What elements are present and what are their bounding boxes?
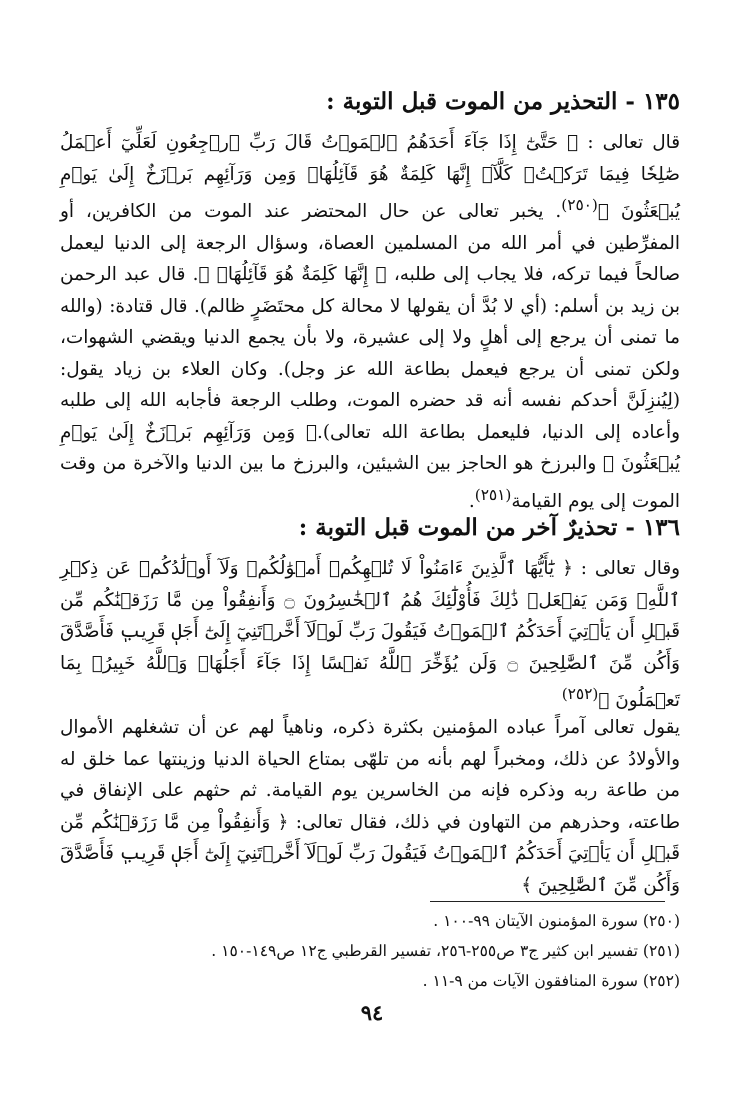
footnote-252: (٢٥٢) سورة المنافقون الآيات من ٩-١١ . xyxy=(422,972,680,990)
quran-verse-munafiqun-9-11: ﴿ يَٰٓأَيُّهَا ٱلَّذِينَ ءَامَنُواْ لَا تُلۡهِكُمۡ أَمۡوَٰلُكُمۡ وَلَآ أَوۡلَٰدُكُمۡ عَن ذِكۡرِ ٱللَّهِۚ وَمَن يَفۡعَلۡ ذَٰلِكَ فَأُوْلَٰٓئِكَ هُمُ ٱلۡخَٰسِرُونَ ۝ وَأَنفِقُواْ مِن مَّا رَزَقۡنَٰكُم مِّن قَبۡلِ أَن يَأۡتِيَ أَحَدَكُمُ ٱلۡمَوۡتُ فَيَقُولَ رَبِّ لَوۡلَآ أَخَّرۡتَنِيٓ إِلَىٰٓ أَجَلٖ قَرِيبٖ فَأَصَّدَّقَ وَأَكُن مِّنَ ٱلصَّٰلِحِينَ ۝ وَلَن يُؤَخِّرَ ٱللَّهُ نَفۡسًا إِذَا جَآءَ أَجَلُهَاۚ وَٱللَّهُ خَبِيرُۢ بِمَا تَعۡمَلُونَ ﴾ xyxy=(60,558,680,712)
section-135-text-3: والبرزخ هو الحاجز بين الشيئين، والبرزخ ما بين الدنيا والآخرة من وقت الموت إلى يوم القيامة xyxy=(60,453,680,512)
section-136-text-1: يقول تعالى آمراً عباده المؤمنين بكثرة ذكره، وناهياً لهم عن أن تشغلهم الأموال والأولادُ عن ذلك، ومخبراً لهم بأنه من تلهّى بمتاع الحياة الدنيا وزينتها عما خلق له من طاعة ربه وذكره فإنه من الخاسرين يوم القيامة. ثم حثهم على الإنفاق في طاعته، وحذرهم من التهاون في ذلك، فقال تعالى: xyxy=(60,717,680,833)
page-number: ٩٤ xyxy=(360,1000,384,1025)
quran-verse-munafiqun-10: ﴿ وَأَنفِقُواْ مِن مَّا رَزَقۡنَٰكُم مِّن قَبۡلِ أَن يَأۡتِيَ أَحَدَكُمُ ٱلۡمَوۡتُ فَيَقُولَ رَبِّ لَوۡلَآ أَخَّرۡتَنِيٓ إِلَىٰٓ أَجَلٖ قَرِيبٖ فَأَصَّدَّقَ وَأَكُن مِّنَ ٱلصَّٰلِحِينَ ﴾ xyxy=(60,811,680,896)
quran-verse-muminun-99-100: ﴿ حَتَّىٰٓ إِذَا جَآءَ أَحَدَهُمُ ٱلۡمَوۡتُ قَالَ رَبِّ ٱرۡجِعُونِ لَعَلِّيٓ أَعۡمَلُ صَٰلِحٗا فِيمَا تَرَكۡتُۚ كَلَّآۚ إِنَّهَا كَلِمَةٌ هُوَ قَآئِلُهَاۖ وَمِن وَرَآئِهِم بَرۡزَخٌ إِلَىٰ يَوۡمِ يُبۡعَثُونَ ﴾ xyxy=(60,132,681,223)
footnote-250: (٢٥٠) سورة المؤمنون الآيتان ٩٩-١٠٠ . xyxy=(433,912,680,930)
section-136-verse-block xyxy=(60,553,680,717)
footnote-251: (٢٥١) تفسير ابن كثير ج٣ ص٢٥٥-٢٥٦، تفسير القرطبي ج١٢ ص١٤٩-١٥٠ . xyxy=(211,942,680,960)
section-135-end: . xyxy=(468,490,475,512)
section-135-lead: قال تعالى : xyxy=(578,132,680,153)
section-136-body xyxy=(60,712,680,901)
section-135-heading: ١٣٥ - التحذير من الموت قبل التوبة : xyxy=(326,88,680,115)
section-135-text-1: . يخبر تعالى عن حال المحتضر عند الموت من الكافرين، أو المفرِّطين في أمر الله من المسلمين العصاة، وسؤال الرجعة إلى الدنيا ليعمل صالحاً فيما تركه، فلا يجاب إلى طلبه، xyxy=(60,201,680,286)
section-136-heading: ١٣٦ - تحذيرٌ آخر من الموت قبل التوبة : xyxy=(298,514,680,541)
footnote-ref-252: (٢٥٢) xyxy=(561,685,599,703)
section-135-paragraph xyxy=(60,127,680,517)
footnote-separator xyxy=(430,901,665,902)
section-136-verse-paragraph xyxy=(60,553,680,717)
quran-verse-innaha-kalima: ﴿ إِنَّهَا كَلِمَةٌ هُوَ قَآئِلُهَاۖ ﴾ xyxy=(198,264,387,286)
section-136-lead: وقال تعالى : xyxy=(572,558,681,579)
quran-verse-barzakh: ﴿ وَمِن وَرَآئِهِم بَرۡزَخٌ إِلَىٰ يَوۡمِ يُبۡعَثُونَ ﴾ xyxy=(60,421,681,475)
section-135-body xyxy=(60,127,680,517)
section-135-text-2: . قال عبد الرحمن بن زيد بن أسلم: (أي لا بُدَّ أن يقولها لا محالة كل محتَضَرٍ ظالم). قال قتادة: (والله ما تمنى أن يرجع إلى أهلٍ ولا إلى عشيرة، ولا بأن يجمع الدنيا ويقضي الشهوات، ولكن تمنى أن يرجع فيعمل بطاعة الله عز وجل). وكان العلاء بن زياد يقول: (لِيُنزِلَنَّ أحدكم نفسه أنه قد حضره الموت، وطلب الرجعة فأجابه الله إلى طلبه وأعاده إلى الدنيا، فليعمل بطاعة الله تعالى). xyxy=(60,264,681,443)
footnote-ref-251: (٢٥١) xyxy=(474,485,512,504)
footnote-ref-250: (٢٥٠) xyxy=(561,196,598,214)
section-136-paragraph xyxy=(60,712,680,901)
